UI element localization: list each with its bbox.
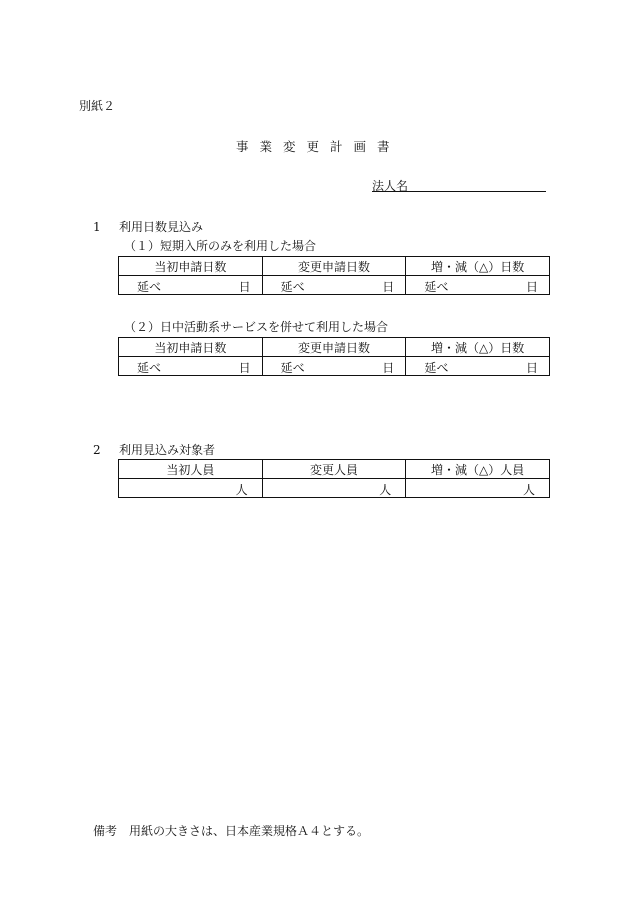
diff-persons-cell[interactable]: [406, 479, 550, 498]
unit-label: 日: [525, 280, 538, 294]
header-diff-days: 増・減（△）日数: [406, 338, 550, 357]
document-title: 事業変更計画書: [236, 139, 401, 154]
table-header-row: [119, 257, 550, 276]
diff-days-cell[interactable]: [406, 357, 550, 376]
unit-label: 日: [238, 280, 251, 294]
section-number: 1: [93, 220, 101, 234]
section-1-heading: [93, 218, 203, 235]
header-initial-persons: 当初人員: [119, 460, 263, 479]
changed-days-cell[interactable]: [262, 357, 406, 376]
section-number: 2: [93, 443, 101, 457]
corporation-label: 法人名: [372, 179, 409, 193]
header-initial-days: 当初申請日数: [119, 338, 263, 357]
cumulative-label: 延べ: [280, 361, 305, 375]
remarks-label: 備考: [93, 824, 118, 838]
attachment-label: 別紙２: [79, 99, 116, 113]
header-changed-days: 変更申請日数: [262, 257, 406, 276]
remarks-text: 用紙の大きさは、日本産業規格Ａ４とする。: [129, 824, 370, 838]
cumulative-label: 延べ: [137, 280, 162, 294]
initial-days-cell[interactable]: [119, 276, 263, 295]
header-initial-days: 当初申請日数: [119, 257, 263, 276]
target-persons-table: [118, 459, 550, 498]
unit-label: 人: [235, 483, 248, 497]
table-row: [119, 276, 550, 295]
unit-label: 日: [382, 280, 395, 294]
changed-days-cell[interactable]: [262, 276, 406, 295]
unit-label: 日: [238, 361, 251, 375]
combined-service-days-table: [118, 337, 550, 376]
cumulative-label: 延べ: [424, 280, 449, 294]
table-header-row: [119, 338, 550, 357]
subsection-1-heading: （１）短期入所のみを利用した場合: [124, 239, 317, 253]
table-header-row: [119, 460, 550, 479]
initial-days-cell[interactable]: [119, 357, 263, 376]
changed-persons-cell[interactable]: [262, 479, 406, 498]
unit-label: 人: [522, 483, 535, 497]
corporation-name-field[interactable]: [372, 177, 546, 192]
header-diff-persons: 増・減（△）人員: [406, 460, 550, 479]
table-row: [119, 479, 550, 498]
section-title: 利用日数見込み: [119, 220, 204, 234]
remarks-note: [93, 822, 369, 839]
header-changed-persons: 変更人員: [262, 460, 406, 479]
initial-persons-cell[interactable]: [119, 479, 263, 498]
section-2-heading: [93, 441, 215, 458]
subsection-2-heading: （２）日中活動系サービスを併せて利用した場合: [124, 320, 389, 334]
unit-label: 日: [525, 361, 538, 375]
diff-days-cell[interactable]: [406, 276, 550, 295]
header-changed-days: 変更申請日数: [262, 338, 406, 357]
unit-label: 人: [379, 483, 392, 497]
cumulative-label: 延べ: [280, 280, 305, 294]
unit-label: 日: [382, 361, 395, 375]
short-stay-days-table: [118, 256, 550, 295]
cumulative-label: 延べ: [137, 361, 162, 375]
header-diff-days: 増・減（△）日数: [406, 257, 550, 276]
cumulative-label: 延べ: [424, 361, 449, 375]
table-row: [119, 357, 550, 376]
section-title: 利用見込み対象者: [119, 443, 216, 457]
